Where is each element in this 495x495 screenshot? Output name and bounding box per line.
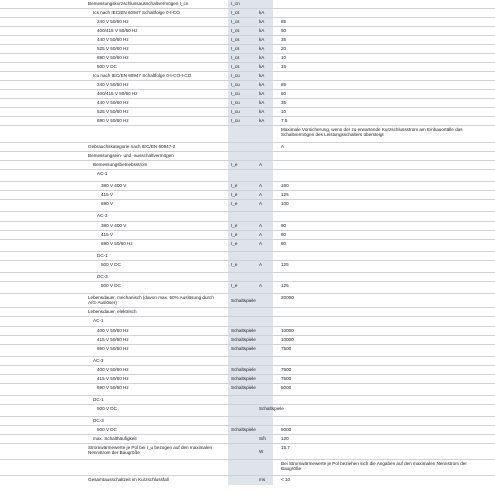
row-unit: kA bbox=[259, 73, 265, 78]
row-label: 500 V DC bbox=[97, 64, 117, 69]
row-symbol: Schaltspiele bbox=[231, 376, 256, 381]
row-symbol: Schaltspiele bbox=[231, 346, 256, 351]
row-label: 690 V 50/60 Hz bbox=[101, 241, 133, 246]
row-label: Lebensdauer, mechanisch (davon max. 50% Auslösung durch A/G-Auslöser) bbox=[88, 295, 214, 306]
row-value: 125 bbox=[281, 283, 289, 288]
row-unit: kA bbox=[259, 10, 265, 15]
row-value: 5000 bbox=[281, 427, 292, 432]
row-label: AC-1 bbox=[93, 318, 104, 323]
row-label: 240 V 50/60 Hz bbox=[97, 19, 129, 24]
row-value: 10 bbox=[281, 109, 287, 114]
row-symbol: I_e bbox=[231, 232, 238, 237]
row-label: 500 V DC bbox=[101, 283, 121, 288]
row-label: 690 V 50/60 Hz bbox=[97, 118, 129, 123]
row-value: < 10 bbox=[281, 477, 291, 482]
row-label: Ics nach IEC/EN 60947 Schaltfolge 0-t-CO bbox=[93, 10, 180, 15]
row-value: 80 bbox=[281, 232, 287, 237]
row-label: 400/415 V 50/60 Hz bbox=[97, 28, 138, 33]
row-value: 125 bbox=[281, 192, 289, 197]
row-label: AC-3 bbox=[93, 358, 104, 363]
row-unit: S/h bbox=[259, 436, 266, 441]
row-label: AC-1 bbox=[97, 171, 108, 176]
row-label: DC-1 bbox=[93, 397, 104, 402]
row-unit: A bbox=[259, 223, 263, 228]
row-value: 5000 bbox=[281, 385, 292, 390]
row-unit: kA bbox=[259, 82, 265, 87]
row-unit: A bbox=[259, 232, 263, 237]
row-symbol: I_e bbox=[231, 262, 238, 267]
row-value: 15.7 bbox=[281, 445, 290, 450]
table-row bbox=[0, 0, 495, 8]
row-label: 415 V 50/60 Hz bbox=[97, 376, 129, 381]
row-symbol: I_cu bbox=[231, 100, 240, 105]
row-unit: A bbox=[259, 183, 263, 188]
table-row bbox=[0, 459, 495, 476]
row-value: 35 bbox=[281, 100, 287, 105]
row-label: Stromwärmewerte je Pol bei I_u bezogen auf den maximalen Nennstrom der Baugröße bbox=[88, 445, 213, 456]
row-value: 10000 bbox=[281, 337, 294, 342]
row-unit: A bbox=[259, 192, 263, 197]
row-value: 50 bbox=[281, 91, 287, 96]
row-unit: A bbox=[259, 241, 263, 246]
row-label: 690 V 50/60 Hz bbox=[97, 346, 129, 351]
row-symbol: I_e bbox=[231, 162, 238, 167]
row-label bbox=[88, 460, 224, 461]
row-unit: kA bbox=[259, 109, 265, 114]
row-symbol: I_cu bbox=[231, 82, 240, 87]
row-unit: A bbox=[259, 262, 263, 267]
row-symbol: Schaltspiele bbox=[231, 385, 256, 390]
row-value: 80 bbox=[281, 241, 287, 246]
row-label: 690 V 50/60 Hz bbox=[97, 55, 129, 60]
row-label: Bemessungsbetriebsstrom bbox=[93, 162, 148, 167]
row-symbol: Schaltspiele bbox=[231, 298, 256, 303]
row-unit: A bbox=[259, 201, 263, 206]
table-row bbox=[0, 443, 495, 460]
row-value: 10 bbox=[281, 55, 287, 60]
row-unit: kA bbox=[259, 64, 265, 69]
row-symbol: I_cu bbox=[231, 109, 240, 114]
row-label: 415 V bbox=[101, 232, 114, 237]
row-symbol: I_e bbox=[231, 183, 238, 188]
row-unit: W bbox=[259, 449, 264, 454]
row-value: 7500 bbox=[281, 376, 292, 381]
row-value: 7.5 bbox=[281, 118, 288, 123]
row-value: 10000 bbox=[281, 328, 294, 333]
row-value: 125 bbox=[281, 262, 289, 267]
row-value: Maximale Vorsicherung, wenn der zu erwartende Kurzschlussstrom am Einbauortälle das Schaltvermögen des Leistungsschalters übersteigt bbox=[281, 127, 463, 138]
row-label: 380 V 400 V bbox=[101, 223, 127, 228]
row-label: Icu nach IEC/EN 60947 Schaltfolge 0-t-CO-t-CO bbox=[93, 73, 192, 78]
row-label: Bemessungskurzschlussausschaltvermögen I_cn bbox=[88, 1, 189, 6]
row-label bbox=[88, 126, 224, 127]
row-value: 50 bbox=[281, 28, 287, 33]
row-unit: ms bbox=[259, 477, 266, 482]
row-symbol: I_e bbox=[231, 241, 238, 246]
table-row bbox=[0, 293, 495, 308]
row-label: 400 V 50/60 Hz bbox=[97, 328, 129, 333]
row-symbol: I_cn bbox=[231, 1, 240, 6]
row-symbol: I_cu bbox=[231, 91, 240, 96]
row-symbol: Schaltspiele bbox=[231, 367, 256, 372]
row-label: Gebrauchskategorie nach IEC/EN 60947-2 bbox=[88, 144, 176, 149]
row-symbol: I_cu bbox=[231, 118, 240, 123]
row-unit: kA bbox=[259, 118, 265, 123]
row-value: 160 bbox=[281, 183, 289, 188]
row-label: 400/415 V 50/60 Hz bbox=[97, 91, 138, 96]
row-label: 525 V 50/60 Hz bbox=[97, 46, 129, 51]
row-unit: kA bbox=[259, 46, 265, 51]
table-row bbox=[0, 125, 495, 143]
row-unit: kA bbox=[259, 100, 265, 105]
row-label: AC-3 bbox=[97, 213, 108, 218]
row-unit: A bbox=[259, 283, 263, 288]
row-symbol: Schaltspiele bbox=[231, 328, 256, 333]
row-value: 20000 bbox=[281, 295, 294, 300]
row-symbol: I_cs bbox=[231, 64, 240, 69]
row-label: 440 V 50/60 Hz bbox=[97, 100, 129, 105]
row-unit: kA bbox=[259, 28, 265, 33]
row-symbol: Schaltspiele bbox=[231, 337, 256, 342]
row-label: 380 V 400 V bbox=[101, 183, 127, 188]
row-unit: kA bbox=[259, 91, 265, 96]
row-label: 440 V 50/60 Hz bbox=[97, 37, 129, 42]
row-label: Gesamtausschaltzeit im Kurzschlussfall bbox=[88, 477, 169, 482]
row-symbol: I_cs bbox=[231, 10, 240, 15]
row-label: max. Schalthäufigkeit bbox=[93, 436, 137, 441]
row-label: 500 V DC bbox=[97, 406, 117, 411]
row-symbol: I_cs bbox=[231, 28, 240, 33]
row-symbol: I_cs bbox=[231, 37, 240, 42]
row-value: 100 bbox=[281, 201, 289, 206]
row-label: 690 V 50/60 Hz bbox=[97, 385, 129, 390]
row-label: 415 V 50/60 Hz bbox=[97, 337, 129, 342]
row-value: 35 bbox=[281, 37, 287, 42]
row-value: 20 bbox=[281, 46, 287, 51]
row-label: 240 V 50/60 Hz bbox=[97, 82, 129, 87]
row-value: 85 bbox=[281, 82, 287, 87]
row-symbol: I_e bbox=[231, 283, 238, 288]
row-symbol: Schaltspiele bbox=[231, 427, 256, 432]
row-label: 690 V bbox=[101, 201, 114, 206]
row-unit: A bbox=[259, 162, 263, 167]
row-unit: kA bbox=[259, 37, 265, 42]
row-value: 15 bbox=[281, 64, 287, 69]
table-row bbox=[0, 475, 495, 484]
page-footer bbox=[88, 485, 148, 491]
row-value: 7500 bbox=[281, 367, 292, 372]
row-label: DC-3 bbox=[93, 418, 104, 423]
row-symbol: I_cu bbox=[231, 73, 240, 78]
row-label: 400 V 50/60 Hz bbox=[97, 367, 129, 372]
row-label: 525 V 50/60 Hz bbox=[97, 109, 129, 114]
row-symbol: I_e bbox=[231, 192, 238, 197]
row-value: 120 bbox=[281, 436, 289, 441]
row-value: Bei Stromwärmewerte je Pol beziehen sich die Angaben auf den maximalen Nennstrom der Baugröße bbox=[281, 461, 467, 472]
row-symbol: I_cs bbox=[231, 19, 240, 24]
row-value: 85 bbox=[281, 19, 287, 24]
row-value: 7500 bbox=[281, 346, 292, 351]
row-symbol: I_e bbox=[231, 223, 238, 228]
row-unit: Schaltspiele bbox=[259, 406, 284, 411]
row-unit: kA bbox=[259, 55, 265, 60]
row-label: Lebensdauer, elektrisch bbox=[88, 309, 137, 314]
row-label: 500 V DC bbox=[97, 427, 117, 432]
row-symbol: I_cs bbox=[231, 55, 240, 60]
row-label: Bemessungsein- und -ausschaltvermögen bbox=[88, 153, 174, 158]
row-label: 415 V bbox=[101, 192, 114, 197]
row-label: 500 V DC bbox=[101, 262, 121, 267]
row-value: 90 bbox=[281, 223, 287, 228]
row-label: DC-1 bbox=[97, 253, 108, 258]
row-label: DC-3 bbox=[97, 274, 108, 279]
row-symbol: I_e bbox=[231, 201, 238, 206]
row-symbol: I_cs bbox=[231, 46, 240, 51]
row-value: A bbox=[281, 144, 285, 149]
row-unit: kA bbox=[259, 19, 265, 24]
